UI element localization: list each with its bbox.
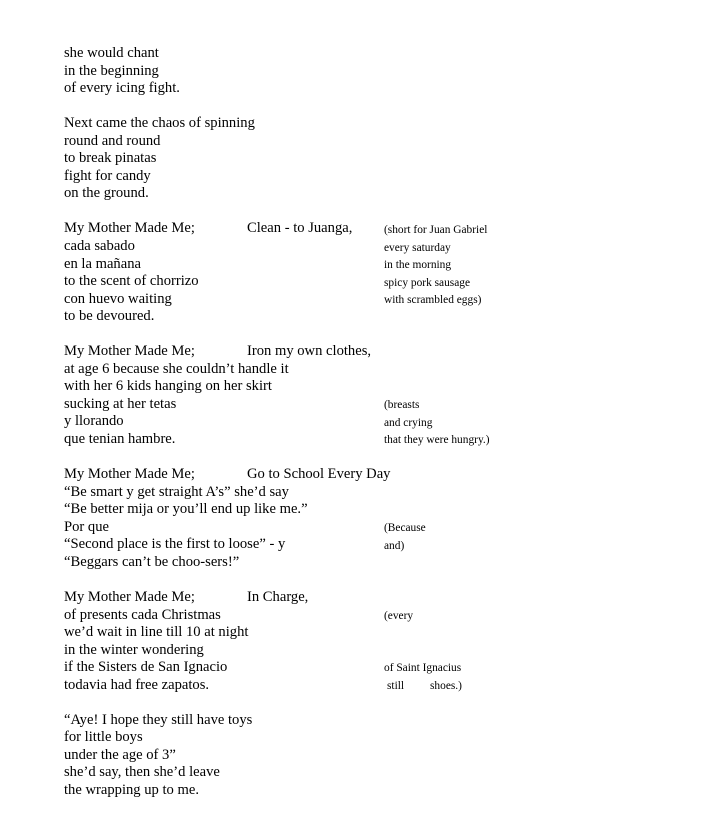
stanza-heading: My Mother Made Me; (64, 343, 195, 359)
poem-line: “Be better mija or you’ll end up like me.” (64, 501, 308, 517)
poem-line: in the beginning (64, 63, 159, 79)
poem-line: for little boys (64, 729, 143, 745)
translation-note: shoes.) (430, 680, 462, 692)
poem-line: “Beggars can’t be choo-sers!” (64, 554, 240, 570)
poem-line: “Be smart y get straight A’s” she’d say (64, 484, 289, 500)
translation-note: that they were hungry.) (384, 434, 490, 446)
stanza-heading: My Mother Made Me; (64, 220, 195, 236)
poem-line: Next came the chaos of spinning (64, 115, 255, 131)
translation-note: with scrambled eggs) (384, 294, 482, 306)
poem-line: we’d wait in line till 10 at night (64, 624, 249, 640)
poem-line: the wrapping up to me. (64, 782, 199, 798)
poem-line: “Aye! I hope they still have toys (64, 712, 253, 728)
poem-line: round and round (64, 133, 161, 149)
poem-line: to break pinatas (64, 150, 157, 166)
poem-line: if the Sisters de San Ignacio (64, 659, 228, 675)
translation-note: (short for Juan Gabriel (384, 224, 488, 236)
translation-note: (every (384, 610, 414, 622)
stanza-heading-tail: Iron my own clothes, (247, 343, 372, 359)
translation-note: (breasts (384, 399, 420, 411)
poem-line: she’d say, then she’d leave (64, 764, 220, 780)
stanza-heading: My Mother Made Me; (64, 466, 195, 482)
poem-line: under the age of 3” (64, 747, 176, 763)
poem-line: with her 6 kids hanging on her skirt (64, 378, 272, 394)
poem-line: sucking at her tetas (64, 396, 177, 412)
translation-note: in the morning (384, 259, 452, 271)
poem-line: of every icing fight. (64, 80, 180, 96)
poem-line: in the winter wondering (64, 642, 204, 658)
translation-note: and crying (384, 417, 433, 429)
poem-line: to the scent of chorrizo (64, 273, 199, 289)
stanza-heading: My Mother Made Me; (64, 589, 195, 605)
poem-line: “Second place is the first to loose” - y (64, 536, 286, 552)
translation-note: of Saint Ignacius (384, 662, 462, 674)
stanza-heading-tail: Go to School Every Day (247, 466, 391, 482)
translation-note: still (387, 680, 405, 692)
poem-line: en la mañana (64, 256, 141, 272)
stanza-heading-tail: Clean - to Juanga, (247, 220, 353, 236)
poem-line: que tenian hambre. (64, 431, 176, 447)
translation-note: (Because (384, 522, 426, 534)
poem-line: she would chant (64, 45, 159, 61)
translation-note: spicy pork sausage (384, 277, 471, 289)
poem-line: Por que (64, 519, 109, 535)
translation-note: every saturday (384, 242, 451, 254)
poem-line: at age 6 because she couldn’t handle it (64, 361, 289, 377)
poem-line: con huevo waiting (64, 291, 172, 307)
poem-line: of presents cada Christmas (64, 607, 221, 623)
poem-line: on the ground. (64, 185, 149, 201)
poem-line: y llorando (64, 413, 124, 429)
translation-note: and) (384, 540, 405, 552)
poem-line: cada sabado (64, 238, 135, 254)
poem-line: to be devoured. (64, 308, 155, 324)
stanza-heading-tail: In Charge, (247, 589, 309, 605)
poem-line: fight for candy (64, 168, 151, 184)
poem-line: todavia had free zapatos. (64, 677, 210, 693)
